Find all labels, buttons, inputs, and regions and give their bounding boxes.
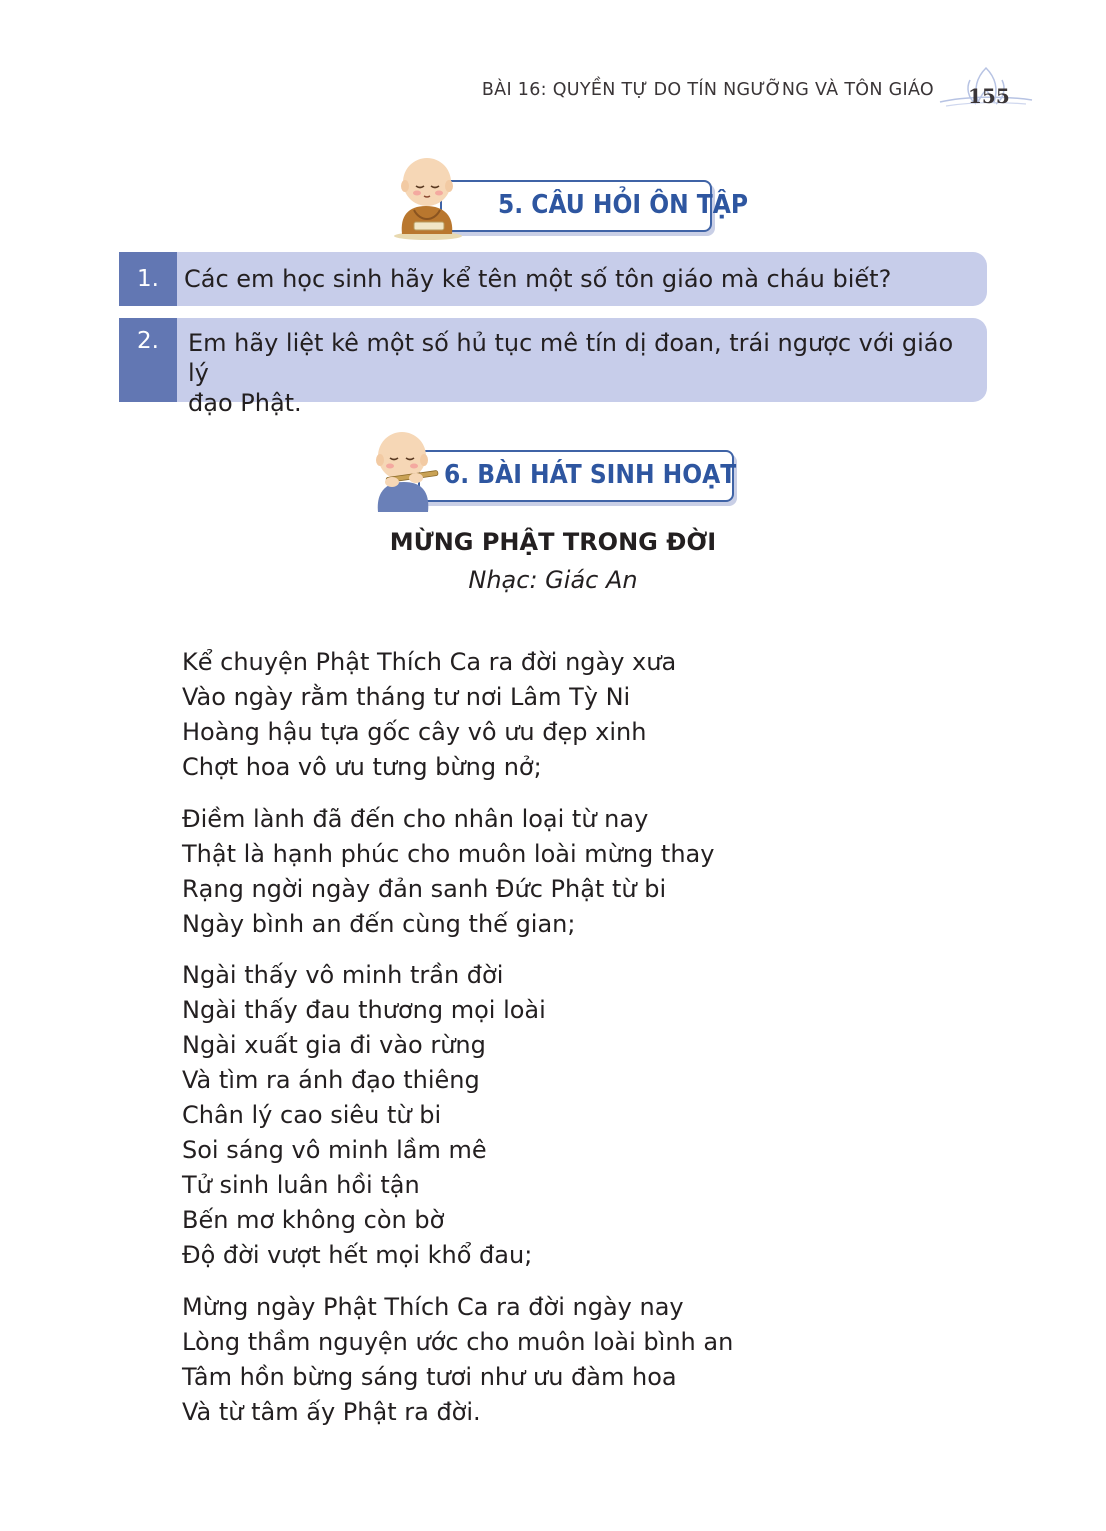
lyric-line: Bến mơ không còn bờ <box>182 1206 445 1234</box>
song-author: Nhạc: Giác An <box>468 566 638 594</box>
monk-reading-illustration <box>388 150 470 242</box>
question-number: 2. <box>119 318 177 402</box>
monk-flute-illustration <box>368 426 444 516</box>
lyric-line: Vào ngày rằm tháng tư nơi Lâm Tỳ Ni <box>182 683 631 711</box>
lyric-line: Tử sinh luân hồi tận <box>182 1171 420 1199</box>
lyric-line: Ngài thấy vô minh trần đời <box>182 961 504 989</box>
question-row <box>119 252 987 306</box>
lyrics-stanza <box>182 802 714 942</box>
section-6-title: 6. BÀI HÁT SINH HOẠT <box>418 450 734 502</box>
question-number: 1. <box>119 252 177 306</box>
lyric-line: Độ đời vượt hết mọi khổ đau; <box>182 1241 533 1269</box>
lyric-line: Ngài xuất gia đi vào rừng <box>182 1031 486 1059</box>
running-header <box>0 78 1106 118</box>
question-text-line: đạo Phật. <box>188 389 302 417</box>
section-6-heading <box>368 424 740 516</box>
lyric-line: Soi sáng vô minh lầm mê <box>182 1136 487 1164</box>
lyrics-stanza <box>182 1290 733 1430</box>
lyric-line: Mừng ngày Phật Thích Ca ra đời ngày nay <box>182 1293 684 1321</box>
lyric-line: Điềm lành đã đến cho nhân loại từ nay <box>182 805 649 833</box>
lyric-line: Lòng thầm nguyện ước cho muôn loài bình an <box>182 1328 734 1356</box>
page-number: 155 <box>968 84 1010 108</box>
lyric-line: Hoàng hậu tựa gốc cây vô ưu đẹp xinh <box>182 718 647 746</box>
section-5-heading <box>388 150 748 242</box>
song-title: MỪNG PHẬT TRONG ĐỜI <box>389 528 717 556</box>
lyric-line: Rạng ngời ngày đản sanh Đức Phật từ bi <box>182 875 667 903</box>
lyric-line: Chợt hoa vô ưu tưng bừng nở; <box>182 753 542 781</box>
running-title: BÀI 16: QUYỀN TỰ DO TÍN NGƯỠNG VÀ TÔN GIÁO <box>481 80 934 100</box>
question-text <box>188 328 977 418</box>
lyrics-stanza <box>182 645 676 785</box>
section-5-title: 5. CÂU HỎI ÔN TẬP <box>440 180 712 232</box>
lyrics-stanza <box>182 958 546 1273</box>
lyric-line: Ngày bình an đến cùng thế gian; <box>182 910 576 938</box>
question-row <box>119 318 987 417</box>
lyric-line: Thật là hạnh phúc cho muôn loài mừng thay <box>182 840 715 868</box>
question-text: Các em học sinh hãy kể tên một số tôn giáo mà cháu biết? <box>184 265 892 293</box>
lyric-line: Và từ tâm ấy Phật ra đời. <box>182 1398 481 1426</box>
question-text-line: Em hãy liệt kê một số hủ tục mê tín dị đoan, trái ngược với giáo lý <box>188 329 954 387</box>
lyric-line: Chân lý cao siêu từ bi <box>182 1101 442 1129</box>
lyric-line: Và tìm ra ánh đạo thiêng <box>182 1066 480 1094</box>
lyric-line: Ngài thấy đau thương mọi loài <box>182 996 546 1024</box>
lyric-line: Tâm hồn bừng sáng tươi như ưu đàm hoa <box>182 1363 677 1391</box>
lyric-line: Kể chuyện Phật Thích Ca ra đời ngày xưa <box>182 648 677 676</box>
